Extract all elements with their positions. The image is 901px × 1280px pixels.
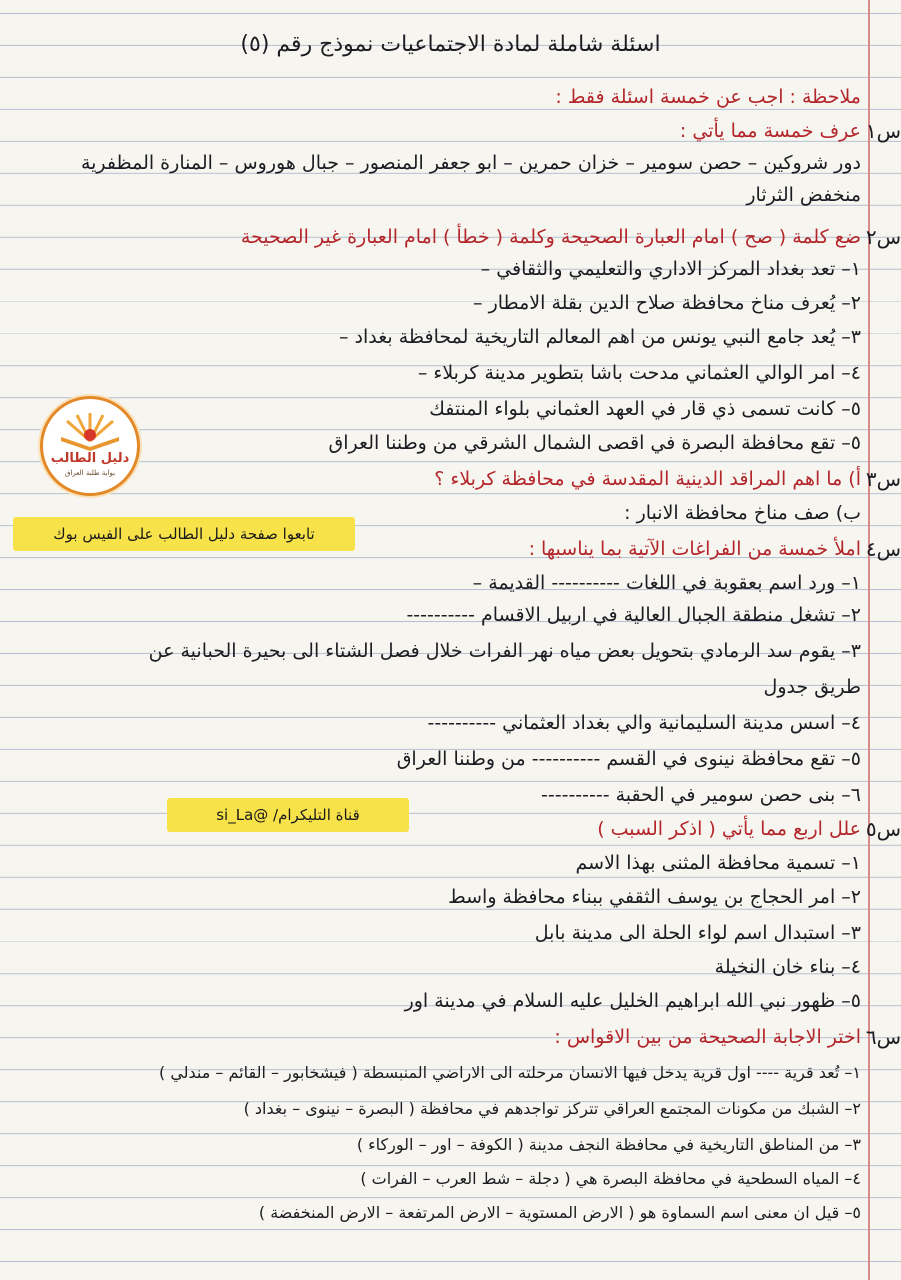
- q4-item: ٦– بنى حصن سومير في الحقبة ----------: [541, 784, 861, 806]
- q5-item: ٥– ظهور نبي الله ابراهيم الخليل عليه السلام في مدينة اور: [404, 990, 861, 1012]
- page-title: اسئلة شاملة لمادة الاجتماعيات نموذج رقم (٥): [240, 32, 661, 57]
- q2-heading: ضع كلمة ( صح ) امام العبارة الصحيحة وكلمة ( خطأ ) امام العبارة غير الصحيحة: [240, 226, 861, 248]
- q4-item: طريق جدول: [763, 676, 861, 698]
- q4-item: ١– ورد اسم بعقوبة في اللغات ---------- القديمة –: [472, 572, 861, 594]
- open-book-icon: [57, 411, 123, 451]
- q2-item: ٢– يُعرف مناخ محافظة صلاح الدين بقلة الامطار –: [473, 292, 861, 314]
- q4-item: ٤– اسس مدينة السليمانية والي بغداد العثماني ----------: [427, 712, 861, 734]
- q3-part-b: ب) صف مناخ محافظة الانبار :: [624, 502, 861, 524]
- q2-item: ٥– كانت تسمى ذي قار في العهد العثماني بلواء المنتفك: [429, 398, 861, 420]
- q2-item: ٥– تقع محافظة البصرة في اقصى الشمال الشرقي من وطننا العراق: [328, 432, 861, 454]
- facebook-banner: تابعوا صفحة دليل الطالب على الفيس بوك: [13, 517, 355, 551]
- telegram-banner: قناة التليكرام/ @si_La: [167, 798, 409, 832]
- q4-item: ٥– تقع محافظة نينوى في القسم ---------- من وطننا العراق: [396, 748, 861, 770]
- note-line: ملاحظة : اجب عن خمسة اسئلة فقط :: [555, 86, 861, 108]
- q1-line: منخفض الثرثار: [746, 184, 861, 206]
- q6-number: س٦: [865, 1025, 901, 1049]
- q2-item: ١– تعد بغداد المركز الاداري والتعليمي والثقافي –: [480, 258, 861, 280]
- q4-item: ٣– يقوم سد الرمادي بتحويل بعض مياه نهر الفرات خلال فصل الشتاء الى بحيرة الحبانية عن: [148, 640, 861, 662]
- q3-part-a: أ) ما اهم المراقد الدينية المقدسة في محافظة كربلاء ؟: [434, 468, 861, 490]
- q6-item: ٣– من المناطق التاريخية في محافظة النجف مدينة ( الكوفة – اور – الوركاء ): [356, 1135, 861, 1154]
- q4-number: س٤: [865, 537, 901, 561]
- q5-item: ٢– امر الحجاج بن يوسف الثقفي ببناء محافظة واسط: [448, 886, 861, 908]
- q5-item: ٣– استبدال اسم لواء الحلة الى مدينة بابل: [534, 922, 861, 944]
- q4-item: ٢– تشغل منطقة الجبال العالية في اربيل الاقسام ----------: [406, 604, 861, 626]
- logo-title: دليل الطالب: [50, 451, 130, 466]
- q2-number: س٢: [865, 225, 901, 249]
- q4-heading: املأ خمسة من الفراغات الآتية بما يناسبها :: [528, 538, 861, 560]
- q5-item: ١– تسمية محافظة المثنى بهذا الاسم: [575, 852, 861, 874]
- q2-item: ٤– امر الوالي العثماني مدحت باشا بتطوير مدينة كربلاء –: [417, 362, 861, 384]
- dalil-altalib-logo: [40, 396, 140, 496]
- logo-subtitle: بوابة طلبة العراق: [64, 469, 116, 477]
- q5-number: س٥: [865, 817, 901, 841]
- q3-number: س٣: [865, 467, 901, 491]
- q6-item: ١– تُعد قرية ---- اول قرية يدخل فيها الانسان مرحلته الى الاراضي المنبسطة ( فيشخابور – القائم – مندلي ): [158, 1063, 861, 1082]
- q2-item: ٣– يُعد جامع النبي يونس من اهم المعالم التاريخية لمحافظة بغداد –: [338, 326, 861, 348]
- q1-line: دور شروكين – حصن سومير – خزان حمرين – ابو جعفر المنصور – جبال هوروس – المنارة المظفرية: [80, 152, 861, 174]
- q6-heading: اختر الاجابة الصحيحة من بين الاقواس :: [554, 1026, 861, 1048]
- q6-item: ٥– قيل ان معنى اسم السماوة هو ( الارض المستوية – الارض المرتفعة – الارض المنخفضة ): [258, 1203, 861, 1222]
- q1-heading: عرف خمسة مما يأتي :: [679, 120, 861, 142]
- q5-heading: علل اربع مما يأتي ( اذكر السبب ): [597, 818, 861, 840]
- q1-number: س١: [865, 119, 901, 143]
- margin-line: [868, 0, 870, 1280]
- q6-item: ٤– المياه السطحية في محافظة البصرة هي ( دجلة – شط العرب – الفرات ): [360, 1169, 861, 1188]
- q6-item: ٢– الشبك من مكونات المجتمع العراقي تتركز تواجدهم في محافظة ( البصرة – نينوى – بغداد ): [243, 1099, 861, 1118]
- q5-item: ٤– بناء خان النخيلة: [714, 956, 861, 978]
